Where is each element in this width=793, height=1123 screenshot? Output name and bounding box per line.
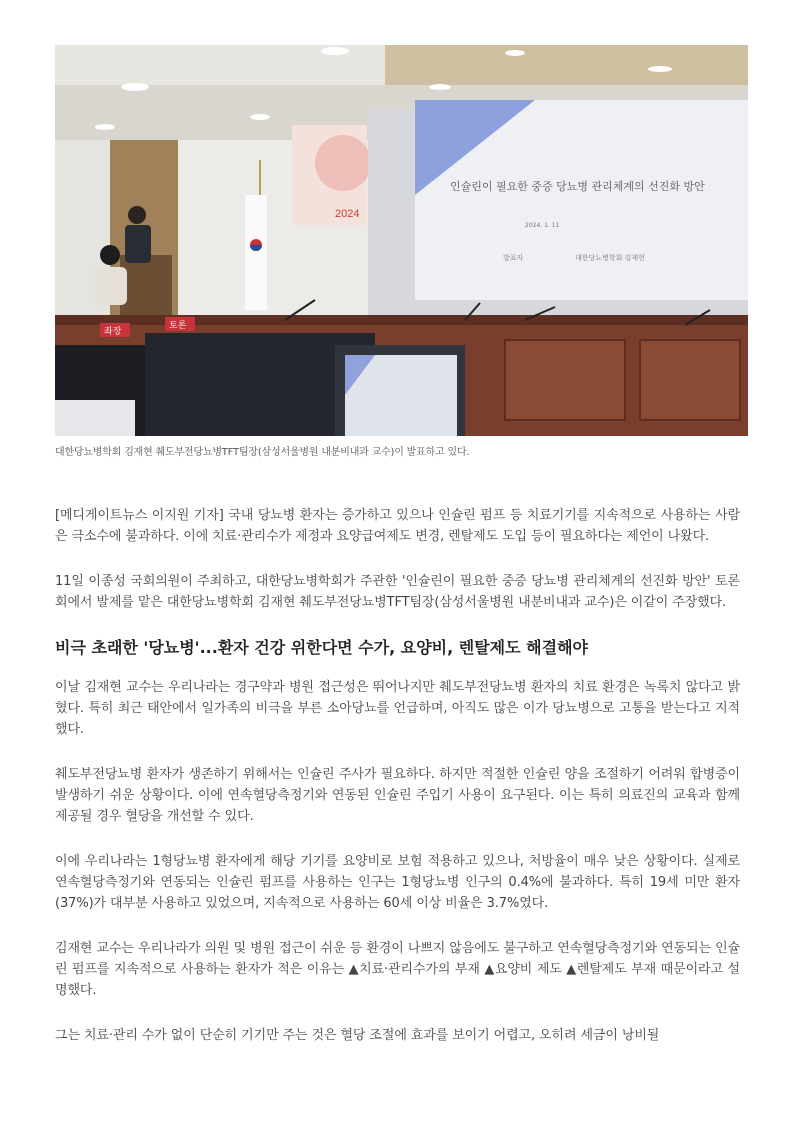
banner-text: 2024 — [335, 208, 360, 220]
article-body — [55, 505, 740, 1070]
article-paragraph-5: 이에 우리나라는 1형당뇨병 환자에게 해당 기기를 요양비로 보험 적용하고 있으나, 처방율이 매우 낮은 상황이다. 실제로 연속혈당측정기와 연동되는 인슐린 펌프를 사용하는 인구는 1형당뇨병 인구의 0.4%에 불과하다. 특히 19세 미만 환자(37%)가 대부분 사용하고 있었으며, 지속적으로 사용하는 60세 이상 비율은 3.7%였다. — [55, 854, 740, 911]
article-paragraph-6: 김재현 교수는 우리나라가 의원 및 병원 접근이 쉬운 등 환경이 나쁘지 않음에도 불구하고 연속혈당측정기와 연동되는 인슐린 펌프를 지속적으로 사용하는 환자가 적은 이유는 ▲치료·관리수가의 부재 ▲요양비 제도 ▲렌탈제도 부재 때문이라고 설명했다. — [55, 941, 740, 998]
nameplate-1: 좌장 — [104, 327, 122, 337]
article-paragraph-1: [메디게이트뉴스 이지원 기자] 국내 당뇨병 환자는 증가하고 있으나 인슐린 펌프 등 치료기기를 지속적으로 사용하는 사람은 극소수에 불과하다. 이에 치료·관리수가 제정과 요양급여제도 변경, 렌탈제도 도입 등이 필요하다는 제언이 나왔다. — [55, 508, 740, 544]
slide-presenter-label: 발표자 — [503, 254, 524, 262]
photo-caption: 대한당뇨병학회 김재현 췌도부전당뇨병TFT팀장(삼성서울병원 내분비내과 교수)이 발표하고 있다. — [55, 447, 470, 458]
slide-date: 2024. 1. 11 — [525, 222, 560, 229]
nameplate-2: 토론 — [169, 321, 187, 331]
slide-presenter: 대한당뇨병학회 김재현 — [575, 254, 645, 262]
article-paragraph-7: 그는 치료·관리 수가 없이 단순히 기기만 주는 것은 혈당 조절에 효과를 보이기 어렵고, 오히려 세금이 낭비될 — [55, 1028, 660, 1043]
article-paragraph-3: 이날 김재현 교수는 우리나라는 경구약과 병원 접근성은 뛰어나지만 췌도부전당뇨병 환자의 치료 환경은 녹록치 않다고 밝혔다. 특히 최근 태안에서 일가족의 비극을 부른 소아당뇨를 언급하며, 아직도 많은 이가 당뇨병으로 고통을 받는다고 지적했다. — [55, 680, 740, 737]
slide-title: 인슐린이 필요한 중증 당뇨병 관리체계의 선진화 방안 — [450, 180, 705, 193]
conference-photo — [55, 45, 748, 436]
article-paragraph-2: 11일 이종성 국회의원이 주최하고, 대한당뇨병학회가 주관한 '인슐린이 필요한 중증 당뇨병 관리체계의 선진화 방안' 토론회에서 발제를 맡은 대한당뇨병학회 김재현 췌도부전당뇨병TFT팀장(삼성서울병원 내분비내과 교수)은 이같이 주장했다. — [55, 574, 740, 610]
article-paragraph-4: 췌도부전당뇨병 환자가 생존하기 위해서는 인슐린 주사가 필요하다. 하지만 적절한 인슐린 양을 조절하기 어려워 합병증이 발생하기 쉬운 상황이다. 이에 연속혈당측정기와 연동된 인슐린 주입기 사용이 요구된다. 이는 특히 의료진의 교육과 함께 제공될 경우 혈당을 개선할 수 있다. — [55, 767, 740, 824]
article-subheading: 비극 초래한 '당뇨병'...환자 건강 위한다면 수가, 요양비, 렌탈제도 해결해야 — [55, 638, 588, 657]
